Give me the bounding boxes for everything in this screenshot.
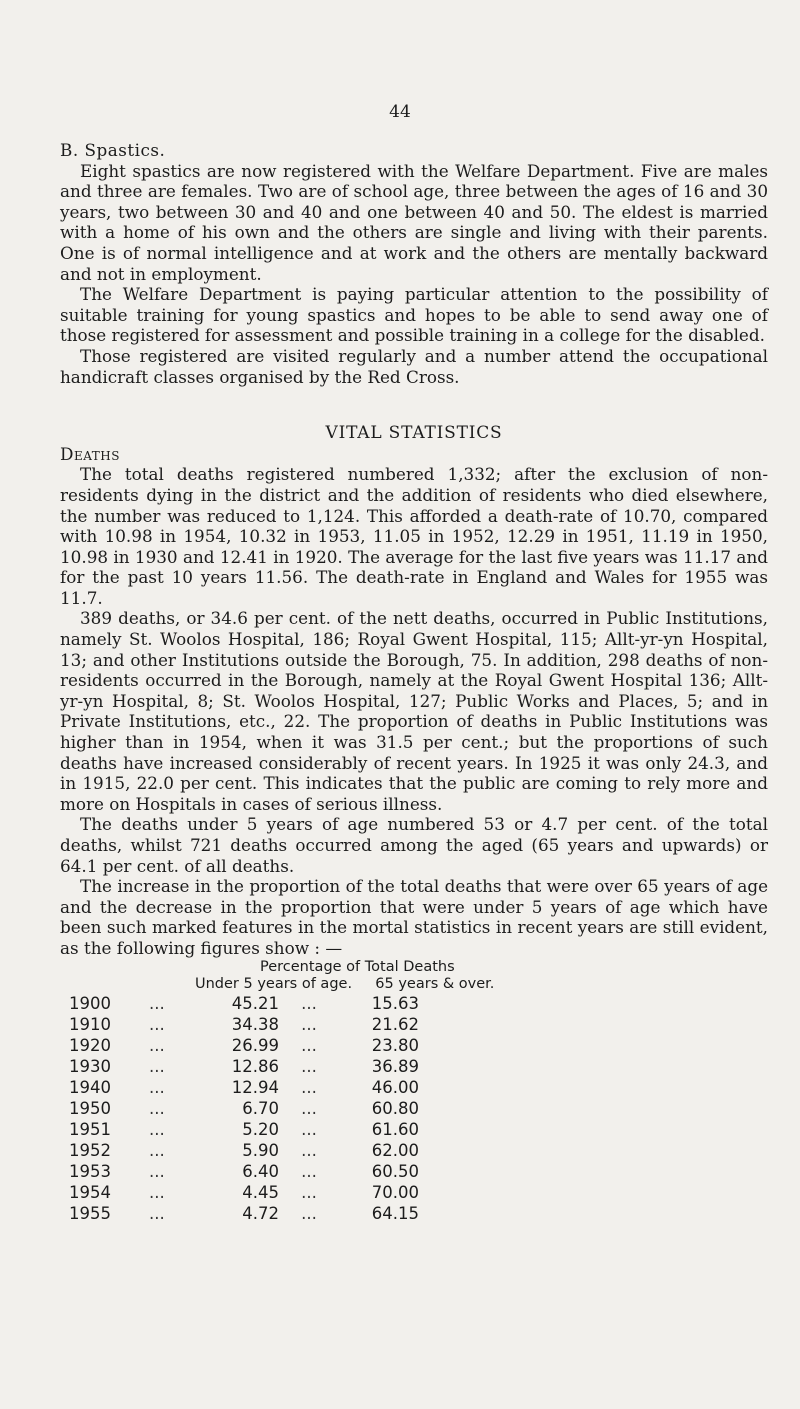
leader-dots: ... xyxy=(301,1056,317,1076)
spastics-heading: B. Spastics. xyxy=(60,140,166,160)
leader-dots: ... xyxy=(301,1098,317,1118)
deaths-paragraph-2: 389 deaths, or 34.6 per cent. of the nett deaths, occurred in Public Institutions, namely St. Woolos Hospital, 186; Royal Gwent Hospital, 115; Allt-yr-yn Hospital, 13; and other Institutions outside the Borough, 75. In addition, 298 deaths of non-residents occurred in the Borough, namely at the Royal Gwent Hospital 136; Allt-yr-yn Hospital, 8; St. Woolos Hospital, 127; Public Works and Places, 5; and in Private Institutions, etc., 22. The proportion of deaths in Public Institutions was higher than in 1954, when it was 31.5 per cent.; but the proportions of such deaths have increased considerably of recent years. In 1925 it was only 24.3, and in 1915, 22.0 per cent. This indicates that the public are coming to rely more and more on Hospitals in cases of serious illness. xyxy=(60,608,768,814)
under-5-cell: 6.70 xyxy=(242,1098,279,1118)
under-5-cell: 26.99 xyxy=(231,1035,279,1055)
over-65-cell: 64.15 xyxy=(371,1203,419,1223)
leader-dots: ... xyxy=(149,1182,165,1202)
over-65-cell: 21.62 xyxy=(371,1014,419,1034)
leader-dots: ... xyxy=(301,1014,317,1034)
leader-dots: ... xyxy=(149,1119,165,1139)
under-5-cell: 4.45 xyxy=(242,1182,279,1202)
under-5-cell: 5.20 xyxy=(242,1119,279,1139)
leader-dots: ... xyxy=(149,1203,165,1223)
leader-dots: ... xyxy=(149,993,165,1013)
leader-dots: ... xyxy=(149,1140,165,1160)
page-content xyxy=(60,140,768,1224)
over-65-cell: 61.60 xyxy=(371,1119,419,1139)
vital-statistics-title: VITAL STATISTICS xyxy=(325,423,503,444)
under-5-cell: 4.72 xyxy=(242,1203,279,1223)
year-cell: 1954 xyxy=(69,1182,111,1202)
under-5-cell: 12.94 xyxy=(231,1077,279,1097)
year-cell: 1920 xyxy=(69,1035,111,1055)
deaths-paragraph-1: The total deaths registered numbered 1,332; after the exclusion of non-residents dying in the district and the addition of residents who died elsewhere, the number was reduced to 1,124. This afforded a death-rate of 10.70, compared with 10.98 in 1954, 10.32 in 1953, 11.05 in 1952, 12.29 in 1951, 11.19 in 1950, 10.98 in 1930 and 12.41 in 1920. The average for the last five years was 11.17 and for the past 10 years 11.56. The death-rate in England and Wales for 1955 was 11.7. xyxy=(60,464,768,608)
over-65-cell: 60.80 xyxy=(371,1098,419,1118)
table-row xyxy=(60,1161,768,1182)
leader-dots: ... xyxy=(301,993,317,1013)
deaths-heading: Deaths xyxy=(60,443,120,464)
year-cell: 1900 xyxy=(69,993,111,1013)
year-cell: 1955 xyxy=(69,1203,111,1223)
year-cell: 1952 xyxy=(69,1140,111,1160)
table-row xyxy=(60,1182,768,1203)
over-65-cell: 60.50 xyxy=(371,1161,419,1181)
column-header-65-and-over: 65 years & over. xyxy=(375,975,495,992)
over-65-cell: 62.00 xyxy=(371,1140,419,1160)
table-row xyxy=(60,1203,768,1224)
leader-dots: ... xyxy=(301,1140,317,1160)
column-header-under-5: Under 5 years of age. xyxy=(195,975,353,992)
table-header-main: Percentage of Total Deaths xyxy=(260,958,455,975)
under-5-cell: 5.90 xyxy=(242,1140,279,1160)
page-number: 44 xyxy=(389,102,411,122)
leader-dots: ... xyxy=(301,1035,317,1055)
leader-dots: ... xyxy=(149,1077,165,1097)
leader-dots: ... xyxy=(149,1098,165,1118)
table-row xyxy=(60,1119,768,1140)
deaths-paragraph-4: The increase in the proportion of the total deaths that were over 65 years of age and the decrease in the proportion that were under 5 years of age which have been such marked features in the mortal statistics in recent years are still evident, as the following figures show : — xyxy=(60,876,768,958)
table-row xyxy=(60,1035,768,1056)
under-5-cell: 45.21 xyxy=(231,993,279,1013)
table-row xyxy=(60,1056,768,1077)
over-65-cell: 70.00 xyxy=(371,1182,419,1202)
table-row xyxy=(60,1098,768,1119)
year-cell: 1930 xyxy=(69,1056,111,1076)
leader-dots: ... xyxy=(149,1161,165,1181)
under-5-cell: 34.38 xyxy=(231,1014,279,1034)
year-cell: 1910 xyxy=(69,1014,111,1034)
over-65-cell: 46.00 xyxy=(371,1077,419,1097)
leader-dots: ... xyxy=(301,1182,317,1202)
leader-dots: ... xyxy=(301,1119,317,1139)
death-percentage-table xyxy=(60,959,768,1224)
leader-dots: ... xyxy=(301,1203,317,1223)
under-5-cell: 6.40 xyxy=(242,1161,279,1181)
leader-dots: ... xyxy=(149,1035,165,1055)
year-cell: 1951 xyxy=(69,1119,111,1139)
year-cell: 1953 xyxy=(69,1161,111,1181)
table-row xyxy=(60,1014,768,1035)
leader-dots: ... xyxy=(301,1077,317,1097)
over-65-cell: 15.63 xyxy=(371,993,419,1013)
year-cell: 1940 xyxy=(69,1077,111,1097)
table-body xyxy=(60,993,768,1224)
leader-dots: ... xyxy=(149,1056,165,1076)
spastics-paragraph-2: The Welfare Department is paying particular attention to the possibility of suitable training for young spastics and hopes to be able to send away one of those registered for assessment and possible training in a college for the disabled. xyxy=(60,284,768,346)
table-row xyxy=(60,993,768,1014)
spastics-paragraph-3: Those registered are visited regularly and a number attend the occupational handicraft classes organised by the Red Cross. xyxy=(60,345,768,387)
table-column-headers xyxy=(60,976,768,993)
table-row xyxy=(60,1077,768,1098)
over-65-cell: 23.80 xyxy=(371,1035,419,1055)
spastics-paragraph-1: Eight spastics are now registered with the Welfare Department. Five are males and three are females. Two are of school age, three between the ages of 16 and 30 years, two between 30 and 40 and one between 40 and 50. The eldest is married with a home of his own and the others are single and living with their parents. One is of normal intelligence and at work and the others are mentally backward and not in employment. xyxy=(60,160,768,284)
deaths-paragraph-3: The deaths under 5 years of age numbered 53 or 4.7 per cent. of the total deaths, whilst 721 deaths occurred among the aged (65 years and upwards) or 64.1 per cent. of all deaths. xyxy=(60,814,768,876)
over-65-cell: 36.89 xyxy=(371,1056,419,1076)
leader-dots: ... xyxy=(301,1161,317,1181)
year-cell: 1950 xyxy=(69,1098,111,1118)
leader-dots: ... xyxy=(149,1014,165,1034)
table-row xyxy=(60,1140,768,1161)
under-5-cell: 12.86 xyxy=(231,1056,279,1076)
